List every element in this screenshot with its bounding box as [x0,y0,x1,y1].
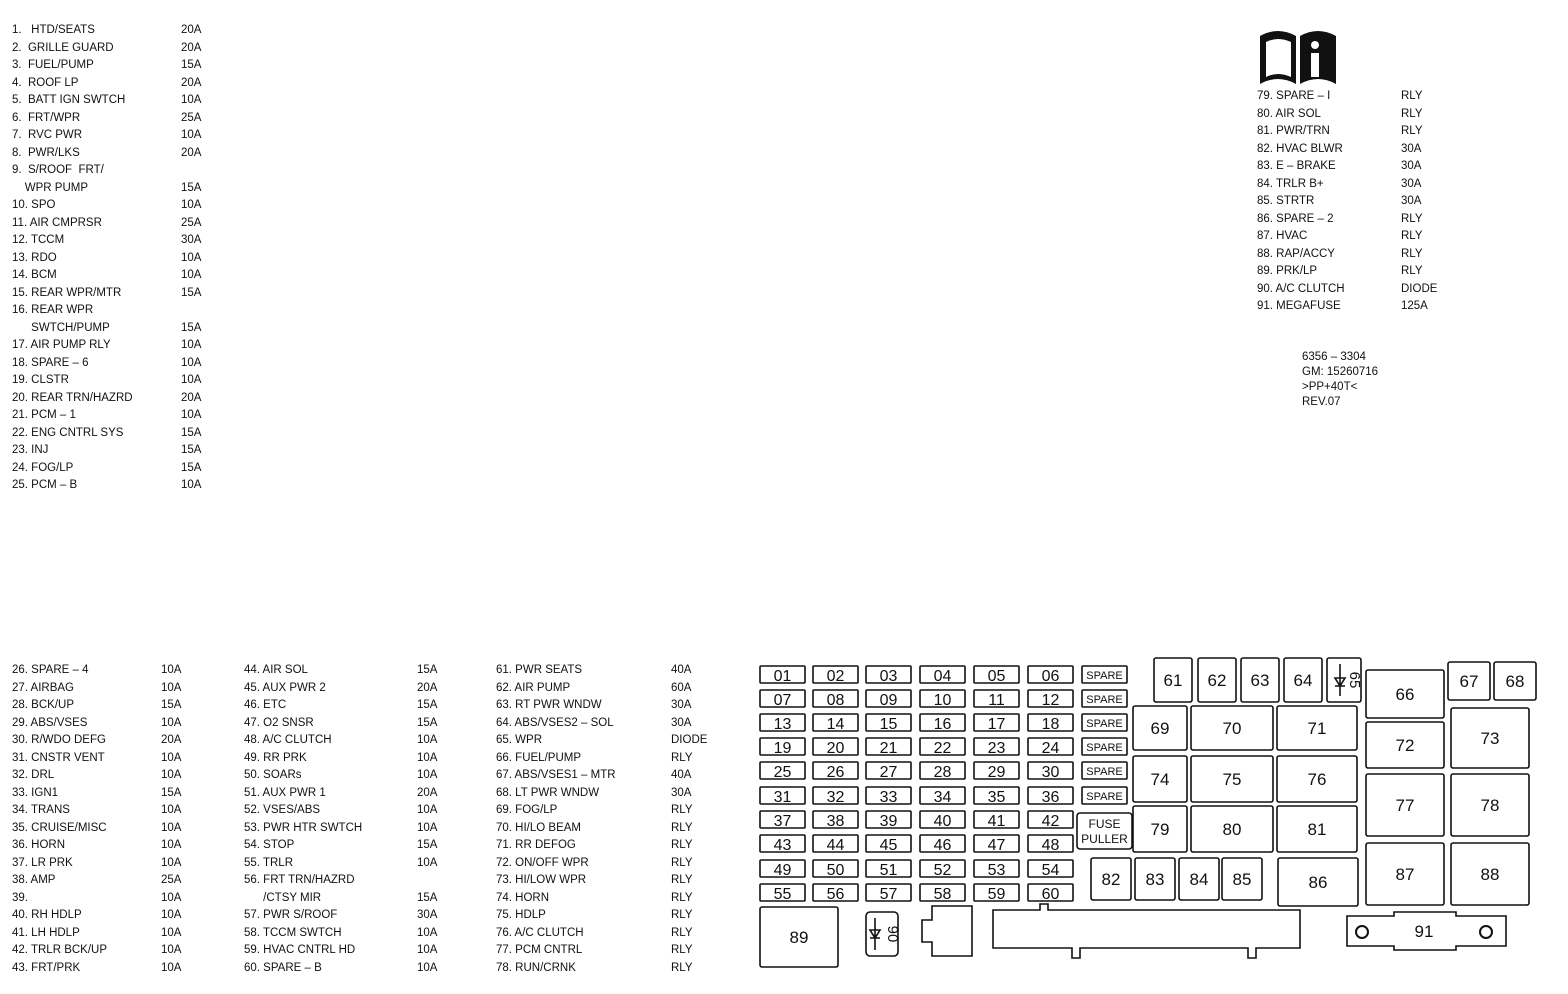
legend-label: 69. FOG/LP [496,804,558,816]
fuse-number: 35 [987,789,1006,806]
fuse-number: 32 [826,789,845,806]
legend-value: DIODE [671,734,708,746]
part-code-line: REV.07 [1302,396,1341,408]
fuse-number: 24 [1041,740,1060,757]
fuse-number: 57 [879,886,898,903]
part-code-line: GM: 15260716 [1302,366,1379,378]
legend-value: 10A [417,856,438,869]
legend-value: 15A [181,461,202,474]
legend-value: RLY [671,821,693,834]
legend-value: 25A [161,874,182,886]
legend-value: 10A [161,821,182,834]
fuse-number: 25 [773,764,792,781]
legend-value: 10A [417,821,438,834]
legend-value: 10A [161,926,182,939]
fuse-number: 44 [826,837,845,854]
fuse-block-label: 71 [1307,718,1327,738]
fuse-number: 20 [826,740,845,757]
fuse-block-label: 79 [1150,819,1170,839]
fuse-block-label: 76 [1307,769,1327,789]
fuse-number: 33 [879,789,898,806]
legend-label: 60. SPARE – B [244,961,322,974]
legend-label: 47. O2 SNSR [244,716,314,729]
fuse-number: 49 [773,862,792,879]
legend-value: RLY [671,856,693,869]
legend-value: 15A [417,664,438,676]
fuse-puller-label: FUSE [1088,817,1121,831]
legend-value: 10A [161,839,182,851]
fuse-block-label: 84 [1189,869,1209,889]
legend-label: 7. RVC PWR [12,129,83,141]
fuse-block-label: 73 [1480,728,1500,748]
fuse-number: 52 [933,862,952,879]
megafuse-terminal-icon [1356,926,1368,938]
legend-label: 74. HORN [496,891,550,904]
fuse-number: 03 [879,668,898,685]
legend-label: 85. STRTR [1257,195,1315,207]
legend-value: 30A [671,786,692,799]
legend-label: 44. AIR SOL [244,664,308,676]
legend-label: 58. TCCM SWTCH [244,926,342,939]
legend-label: 45. AUX PWR 2 [244,681,326,694]
legend-label: 64. ABS/VSES2 – SOL [496,716,614,729]
legend-label: 62. AIR PUMP [496,681,571,694]
connector-outline [922,906,972,956]
fuse-number: 21 [879,740,898,757]
legend-label: 89. PRK/LP [1257,265,1318,277]
legend-value: RLY [671,804,693,816]
legend-label: 79. SPARE – I [1257,90,1331,102]
legend-value: 25A [181,216,202,229]
fuse-number: 22 [933,740,952,757]
legend-label: 9. S/ROOF FRT/ [12,164,104,176]
legend-value: 15A [417,699,438,711]
legend-label: 19. CLSTR [12,374,69,386]
legend-label: 39. [12,891,28,904]
legend-label: 61. PWR SEATS [496,664,583,676]
fuse-block-label: 78 [1480,795,1500,815]
legend-value: 10A [417,944,438,956]
legend-label: 22. ENG CNTRL SYS [12,426,124,439]
legend-label: 67. ABS/VSES1 – MTR [496,769,616,781]
legend-value: 20A [417,681,438,694]
spare-label: SPARE [1086,718,1123,730]
fuse-number: 18 [1041,716,1060,733]
legend-label: 30. R/WDO DEFG [12,734,106,746]
legend-value: RLY [1401,125,1423,137]
fuse-block-label: 86 [1308,872,1328,892]
legend-label: 88. RAP/ACCY [1257,247,1335,260]
fuse-block-label: 66 [1395,684,1415,704]
legend-label: 80. AIR SOL [1257,107,1321,120]
legend-label: 11. AIR CMPRSR [12,216,102,229]
legend-label: 41. LH HDLP [12,926,80,939]
legend-label: 36. HORN [12,839,66,851]
legend-value: 10A [161,751,182,764]
legend-value: 30A [1401,160,1422,172]
legend-value: 30A [1401,177,1422,190]
fuse-block-label: 74 [1150,769,1170,789]
legend-value: RLY [671,751,693,764]
legend-label: 70. HI/LO BEAM [496,821,582,834]
legend-value: RLY [1401,90,1423,102]
legend-value: 10A [181,374,202,386]
legend-label: 51. AUX PWR 1 [244,786,326,799]
legend-value: DIODE [1401,282,1438,295]
fuse-number: 36 [1041,789,1060,806]
legend-value: 10A [417,769,438,781]
fuse-number: 17 [987,716,1006,733]
fuse-number: 43 [773,837,792,854]
legend-value: RLY [671,891,693,904]
fuse-number: 39 [879,813,898,830]
fuse-number: 19 [773,740,792,757]
legend-label: 46. ETC [244,699,287,711]
legend-label: 73. HI/LOW WPR [496,874,587,886]
legend-label: 77. PCM CNTRL [496,944,583,956]
legend-label: 75. HDLP [496,909,546,921]
fuse-number: 12 [1041,692,1060,709]
fuse-number: 02 [826,668,845,685]
legend-value: RLY [1401,247,1423,260]
legend-label: 35. CRUISE/MISC [12,821,107,834]
fuse-block-label: 90 [884,925,901,943]
fuse-block-label: 64 [1293,670,1313,690]
legend-label: 38. AMP [12,874,56,886]
legend-value: 15A [181,426,202,439]
legend-label: 72. ON/OFF WPR [496,856,589,869]
legend-label: 3. FUEL/PUMP [12,59,94,71]
fuse-number: 01 [773,668,792,685]
fuse-block-label: 61 [1163,670,1183,690]
fuse-number: 47 [987,837,1006,854]
fuse-number: 46 [933,837,952,854]
legend-label: 1. HTD/SEATS [12,24,95,36]
legend-label: 37. LR PRK [12,856,73,869]
legend-value: 10A [161,681,182,694]
legend-label: 12. TCCM [12,234,65,246]
part-code-line: >PP+40T< [1302,381,1358,393]
fuse-number: 58 [933,886,952,903]
legend-label: 82. HVAC BLWR [1257,142,1343,155]
fuse-number: 26 [826,764,845,781]
fuse-number: 56 [826,886,845,903]
fuse-block-label: 75 [1222,769,1242,789]
spare-label: SPARE [1086,791,1123,803]
legend-value: 10A [161,944,182,956]
fuse-number: 27 [879,764,898,781]
fuse-block-label: 81 [1307,819,1327,839]
legend-label: 68. LT PWR WNDW [496,786,600,799]
legend-value: 10A [181,269,202,281]
legend-label: 26. SPARE – 4 [12,664,89,676]
fuse-number: 09 [879,692,898,709]
legend-label: 27. AIRBAG [12,681,75,694]
legend-label: 20. REAR TRN/HAZRD [12,391,133,404]
legend-value: RLY [1401,107,1423,120]
legend-value: 10A [417,961,438,974]
legend-label: 16. REAR WPR [12,304,94,316]
fuse-number: 54 [1041,862,1060,879]
legend-label: 13. RDO [12,251,57,264]
legend-value: 10A [181,251,202,264]
legend-value: 20A [417,786,438,799]
fuse-number: 55 [773,886,792,903]
legend-value: RLY [671,926,693,939]
legend-value: 10A [161,664,182,676]
legend-value: RLY [1401,230,1423,242]
legend-label: 34. TRANS [12,804,70,816]
fuse-number: 29 [987,764,1006,781]
legend-value: 30A [1401,195,1422,207]
legend-label: 71. RR DEFOG [496,839,576,851]
fuse-block-label: 69 [1150,718,1170,738]
legend-value: RLY [671,874,693,886]
legend-value: 15A [161,786,182,799]
legend-value: 15A [417,716,438,729]
legend-value: 10A [181,199,202,211]
legend-value: 10A [161,856,182,869]
legend-value: 15A [181,286,202,299]
legend-value: 40A [671,664,692,676]
legend-label: 53. PWR HTR SWTCH [244,821,363,834]
fuse-number: 31 [773,789,792,806]
legend-value: 30A [181,234,202,246]
legend-value: 60A [671,681,692,694]
legend-value: 30A [671,699,692,711]
legend-label: 28. BCK/UP [12,699,74,711]
legend-label: 63. RT PWR WNDW [496,699,602,711]
legend-value: RLY [671,961,693,974]
legend-label: 42. TRLR BCK/UP [12,944,108,956]
legend-label: 90. A/C CLUTCH [1257,282,1345,295]
fuse-number: 40 [933,813,952,830]
legend-label: 10. SPO [12,199,56,211]
fuse-block-label: 67 [1459,671,1479,691]
fuse-block-label: 68 [1505,671,1525,691]
legend-label: 23. INJ [12,444,49,456]
legend-value: RLY [671,839,693,851]
legend-value: 15A [181,321,202,334]
fuse-number: 23 [987,740,1006,757]
legend-label: 14. BCM [12,269,57,281]
legend-value: 30A [417,909,438,921]
fuse-block-label: 82 [1101,869,1121,889]
legend-value: 20A [181,76,202,89]
fuse-block-label: 72 [1395,735,1415,755]
legend-value: 10A [181,339,202,351]
legend-value: 10A [181,409,202,421]
legend-label: 31. CNSTR VENT [12,751,105,764]
fuse-block-label: 89 [789,927,809,947]
legend-label: 40. RH HDLP [12,909,82,921]
fuse-number: 38 [826,813,845,830]
fuse-number: 07 [773,692,792,709]
fuse-block-label: 63 [1250,670,1270,690]
legend-value: 10A [161,769,182,781]
spare-label: SPARE [1086,742,1123,754]
legend-value: RLY [1401,212,1423,225]
fuse-block-label: 77 [1395,795,1415,815]
legend-label: 87. HVAC [1257,230,1308,242]
fuse-block-label: 62 [1207,670,1227,690]
fuse-number: 37 [773,813,792,830]
legend-value: 10A [161,804,182,816]
fuse-number: 06 [1041,668,1060,685]
legend-label: 52. VSES/ABS [244,804,321,816]
fuse-number: 10 [933,692,952,709]
fuse-number: 08 [826,692,845,709]
legend-label: 4. ROOF LP [12,76,79,89]
legend-label: 29. ABS/VSES [12,716,88,729]
legend-value: 10A [417,734,438,746]
legend-label: 50. SOARs [244,769,302,781]
legend-label: 24. FOG/LP [12,461,74,474]
legend-value: 15A [181,444,202,456]
fuse-number: 30 [1041,764,1060,781]
legend-label: 65. WPR [496,734,543,746]
legend-value: 10A [181,129,202,141]
legend-label: 76. A/C CLUTCH [496,926,584,939]
legend-value: RLY [671,909,693,921]
legend-label: 2. GRILLE GUARD [12,41,114,54]
legend-label: 48. A/C CLUTCH [244,734,332,746]
legend-value: 30A [671,716,692,729]
fuse-number: 16 [933,716,952,733]
legend-value: 10A [161,909,182,921]
legend-label: 66. FUEL/PUMP [496,751,581,764]
fuse-puller-label: PULLER [1081,832,1128,846]
legend-value: RLY [1401,265,1423,277]
legend-value: 25A [181,111,202,124]
legend-label: 57. PWR S/ROOF [244,909,338,921]
bus-bar-connector [993,904,1300,958]
fuse-block-label: 65 [1346,671,1363,689]
part-code-line: 6356 – 3304 [1302,351,1366,363]
fuse-number: 14 [826,716,845,733]
fuse-number: 41 [987,813,1006,830]
legend-label: 17. AIR PUMP RLY [12,339,111,351]
legend-label: 25. PCM – B [12,479,78,491]
fuse-number: 11 [988,692,1005,709]
fuse-number: 05 [987,668,1006,685]
legend-label: 33. IGN1 [12,786,59,799]
spare-label: SPARE [1086,766,1123,778]
legend-label: /CTSY MIR [244,891,322,904]
spare-label: SPARE [1086,670,1123,682]
fuse-number: 42 [1041,813,1060,830]
fuse-block-label: 83 [1145,869,1165,889]
fuse-number: 28 [933,764,952,781]
fuse-number: 34 [933,789,952,806]
fuse-number: 15 [879,716,898,733]
legend-value: 10A [417,804,438,816]
legend-label: 8. PWR/LKS [12,146,80,159]
legend-value: 10A [181,479,202,491]
fuse-number: 53 [987,862,1006,879]
legend-label: 49. RR PRK [244,751,307,764]
legend-label: 18. SPARE – 6 [12,356,89,369]
legend-value: 30A [1401,142,1422,155]
fuse-number: 50 [826,862,845,879]
legend-value: 10A [161,716,182,729]
legend-value: 15A [417,839,438,851]
legend-value: 15A [417,891,438,904]
fuse-block-label: 80 [1222,819,1242,839]
fuse-number: 51 [879,862,898,879]
legend-value: 125A [1401,300,1428,312]
legend-label: 81. PWR/TRN [1257,125,1330,137]
legend-label: 83. E – BRAKE [1257,160,1336,172]
spare-label: SPARE [1086,694,1123,706]
fuse-number: 04 [933,668,952,685]
legend-value: 20A [181,391,202,404]
legend-label: 21. PCM – 1 [12,409,76,421]
legend-label: WPR PUMP [12,181,89,194]
legend-value: 10A [161,891,182,904]
fuse-block-label: 87 [1395,864,1415,884]
legend-value: 10A [417,751,438,764]
legend-value: 20A [161,734,182,746]
fuse-number: 45 [879,837,898,854]
legend-value: 10A [417,926,438,939]
fuse-block-label: 70 [1222,718,1242,738]
legend-value: 10A [161,961,182,974]
legend-label: 55. TRLR [244,856,294,869]
legend-label: 78. RUN/CRNK [496,961,576,974]
legend-label: 59. HVAC CNTRL HD [244,944,356,956]
fuse-number: 13 [773,716,792,733]
legend-label: 91. MEGAFUSE [1257,300,1341,312]
legend-value: 20A [181,24,202,36]
fuse-number: 60 [1041,886,1060,903]
legend-label: 5. BATT IGN SWTCH [12,94,126,106]
legend-label: 54. STOP [244,839,295,851]
fuse-block-label: 88 [1480,864,1500,884]
fuse-block-label: 91 [1414,922,1434,941]
legend-label: 43. FRT/PRK [12,961,81,974]
megafuse-terminal-icon [1480,926,1492,938]
legend-label: 86. SPARE – 2 [1257,212,1334,225]
fuse-block-label: 85 [1232,869,1252,889]
legend-value: 20A [181,41,202,54]
legend-value: 15A [181,59,202,71]
legend-label: 6. FRT/WPR [12,111,81,124]
legend-value: 15A [161,699,182,711]
fuse-number: 48 [1041,837,1060,854]
legend-label: 15. REAR WPR/MTR [12,286,122,299]
legend-label: 84. TRLR B+ [1257,177,1324,190]
legend-label: 32. DRL [12,769,55,781]
legend-value: 40A [671,769,692,781]
fuse-number: 59 [987,886,1006,903]
legend-value: 10A [181,94,202,106]
legend-label: 56. FRT TRN/HAZRD [244,874,355,886]
legend-value: 15A [181,181,202,194]
legend-label: SWTCH/PUMP [12,321,110,334]
legend-value: 10A [181,356,202,369]
legend-value: 20A [181,146,202,159]
legend-value: RLY [671,944,693,956]
